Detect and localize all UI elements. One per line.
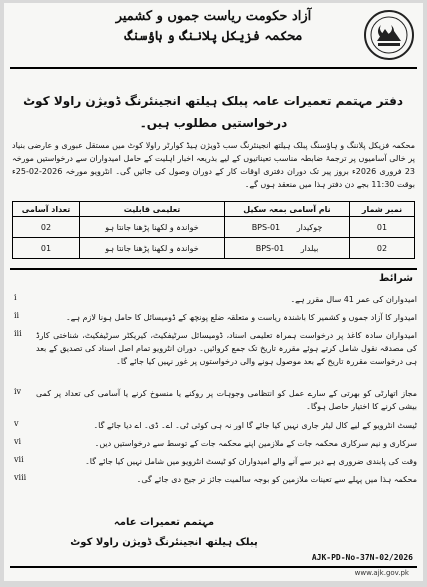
col-count: تعداد آسامی [13,202,80,217]
office-title: دفتر مہتمم تعمیرات عامہ پبلک ہیلتھ انجینئرنگ ڈویژن راولا کوٹ [23,94,403,108]
table-row [13,217,415,238]
col-serial: نمبر شمار [350,202,415,217]
signatory-office: پبلک ہیلتھ انجینئرنگ ڈویژن راولا کوٹ [70,537,258,548]
government-seal-icon [363,9,415,61]
conditions-divider [10,268,417,270]
header-divider [10,67,417,69]
condition-text: ٹیسٹ انٹرویو کے لیے کال لیٹر جاری نہیں کیا جائے گا اور نہ ہی کوئی ٹی۔ اے۔ ڈی۔ اے دیا جائے گا۔ [93,421,417,430]
cell-count: 01 [13,238,80,259]
vacancy-table [12,201,415,259]
website-url: www.ajk.gov.pk [354,569,409,577]
table-row [13,238,415,259]
advertisement-page [4,3,423,581]
condition-text: سرکاری و نیم سرکاری محکمہ جات کے ملازمین اپنے محکمہ جات کے توسط سے درخواستیں دیں۔ [94,439,417,448]
condition-text: امیدوار کا آزاد جموں و کشمیر کا باشندہ ریاست و متعلقہ ضلع پونچھ کے ڈومیسائل کا حامل ہونا لازم ہے۔ [65,313,417,322]
condition-text: امیدواران کی عمر 41 سال مقرر ہے۔ [290,295,417,304]
condition-number: iii [14,329,22,338]
cell-count: 02 [13,217,80,238]
condition-number: vii [14,455,24,464]
col-post: نام آسامی بمعہ سکیل [225,202,350,217]
condition-text: مجاز اتھارٹی کو بھرتی کے سارے عمل کو انتظامی وجوہات پر روکنے یا منسوخ کرنے یا آسامی کی تعداد پر کمی بیشی کرنے کا اختیار حاصل ہوگا۔ [36,389,417,411]
intro-paragraph: محکمہ فزیکل پلاننگ و ہاؤسنگ پبلک ہیلتھ انجینئرنگ سب ڈویژن ہیڈ کوارٹر راولا کوٹ میں مستقل عبوری و عارضی بنیاد پر خالی آسامیوں پر ترجمۂ ضابطہ مناسب تعیناتیوں کے لیے بذریعہ اخبار اہلیت کے حامل امیدواران سے درخواستیں مورخہ 23 فروری 2026ء بروز پیر تک دوران دفتری اوقات کار کے دوران وصول کی جائیں گی۔ انٹرویو مورخہ 2026-02-25ء بوقت 11:30 بجے دن دفتر ہذا میں منعقد ہوں گے۔ [12,141,416,189]
signatory-title: مہتمم تعمیرات عامہ [113,517,215,528]
cell-qualification: خواندہ و لکھنا پڑھنا جانتا ہو [80,217,225,238]
post-name: چوکیدار [296,222,323,232]
col-qualification: تعلیمی قابلیت [80,202,225,217]
post-name: بیلدار [300,243,319,253]
applications-required-title: درخواستیں مطلوب ہیں۔ [139,116,288,130]
cell-qualification: خواندہ و لکھنا پڑھنا جانتا ہو [80,238,225,259]
list-item [10,329,417,387]
condition-number: ii [14,311,20,320]
cell-serial: 01 [350,217,415,238]
post-scale: BPS-01 [251,222,281,232]
cell-post [225,238,350,259]
condition-number: vi [14,437,22,446]
list-item [10,387,417,419]
table-header-row [13,202,415,217]
list-item [10,437,417,455]
condition-text: وقت کی پابندی ضروری ہے دیر سے آنے والے امیدواران کو ٹیسٹ انٹرویو میں شامل نہیں کیا جائے گا۔ [85,457,417,466]
condition-text: امیدواران سادہ کاغذ پر درخواست ہمراہ تعلیمی اسناد، ڈومیسائل سرٹیفکیٹ، کیریکٹر سرٹیفکیٹ، شناختی کارڈ کی مصدقہ نقول شامل کرتے ہوئے مقررہ تاریخ تک جمع کروائیں۔ دوران انٹرویو تمام اصل اسناد کی تصدیق کے بعد ہی درخواست مقررہ تاریخ کے بعد موصول ہونے والی درخواستوں پر غور نہیں کیا جائے گا۔ [36,331,417,366]
condition-number: v [14,419,19,428]
cell-serial: 02 [350,238,415,259]
list-item [10,311,417,329]
list-item [10,455,417,473]
conditions-heading: شرائط [379,273,413,284]
bottom-divider [10,566,417,568]
condition-number: iv [14,387,22,396]
list-item [10,419,417,437]
condition-text: محکمہ ہذا میں پہلے سے تعینات ملازمین کو بوجہ سالمیت جائز تر جیح دی جائے گی۔ [136,475,417,484]
condition-number: viii [14,473,27,482]
list-item [10,473,417,491]
reference-number: AJK-PD-No-37N-02/2026 [311,553,413,562]
government-name: آزاد حکومت ریاست جموں و کشمیر [115,9,312,24]
department-name: محکمہ فزیکل پلاننگ و ہاؤسنگ [124,29,303,44]
cell-post [225,217,350,238]
condition-number: i [14,293,17,302]
post-scale: BPS-01 [255,243,285,253]
conditions-list [10,293,417,491]
list-item [10,293,417,311]
